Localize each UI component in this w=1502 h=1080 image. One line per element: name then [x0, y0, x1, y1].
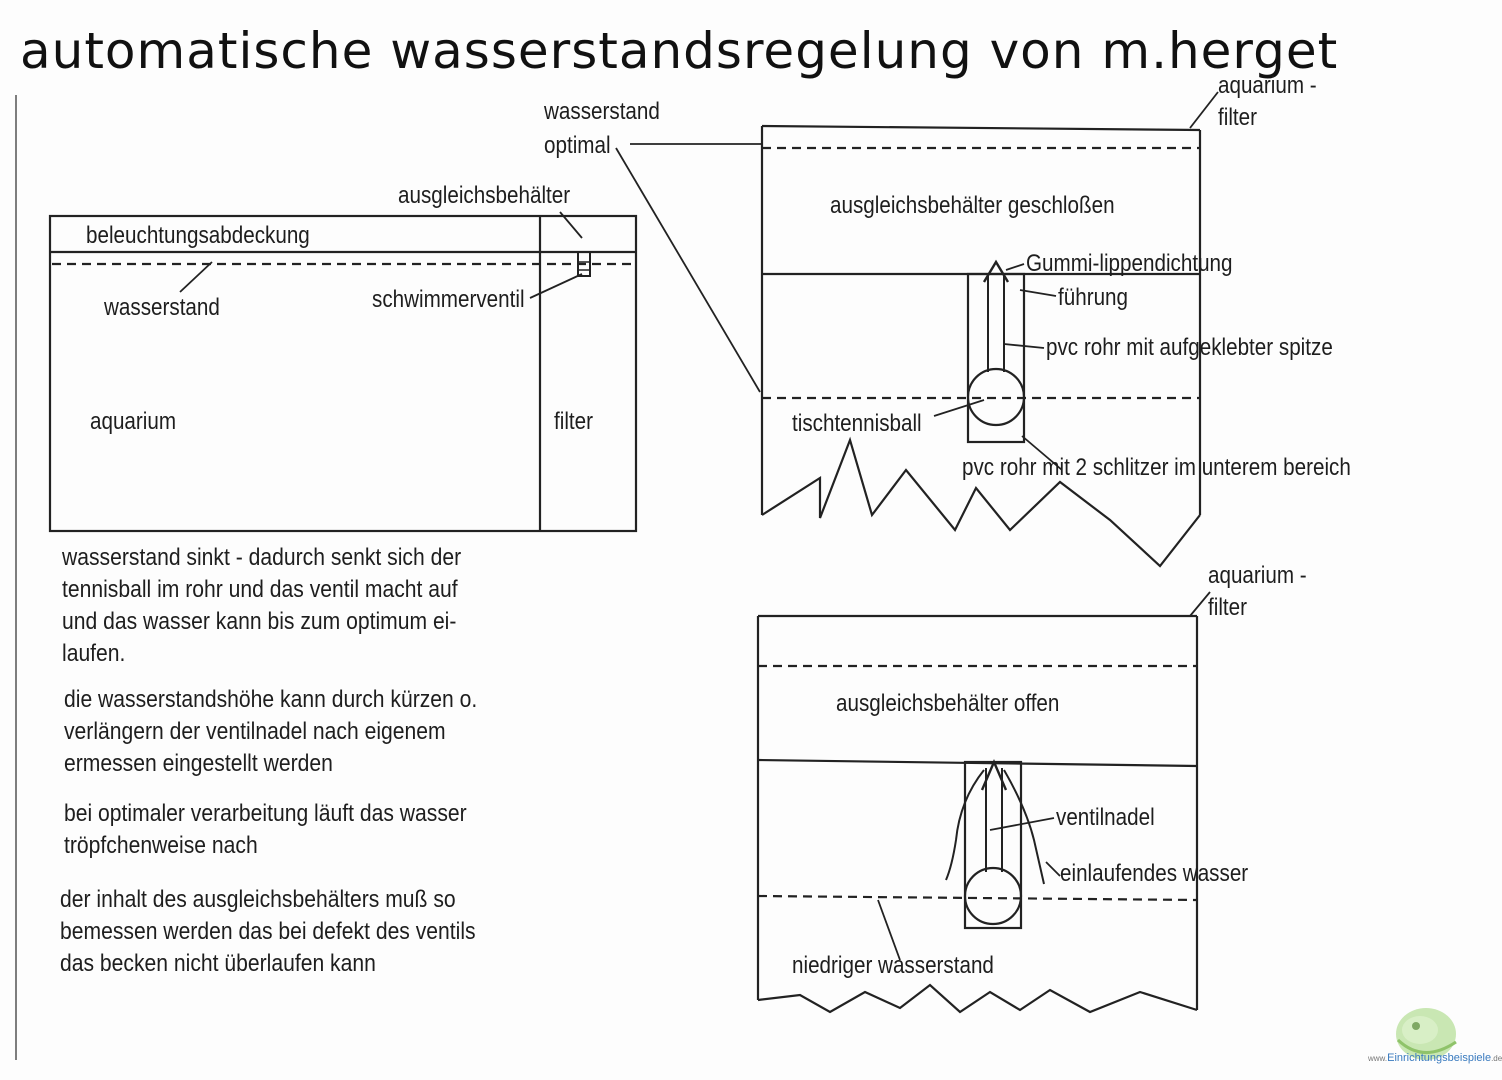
inflow-label: einlaufendes wasser	[1060, 860, 1249, 887]
top-filter-label-1: aquarium -	[1218, 72, 1317, 99]
pipe-tip-label: pvc rohr mit aufgeklebter spitze	[1046, 334, 1333, 361]
bottom-filter-label-1: aquarium -	[1208, 562, 1307, 589]
optimal-label-2: optimal	[544, 132, 611, 159]
cover-label: beleuchtungsabdeckung	[86, 222, 310, 249]
watermark-text	[1368, 1052, 1502, 1064]
bottom-filter-pointer	[1190, 592, 1210, 616]
note-paragraph: der inhalt des ausgleichsbehälters muß so bemessen werden das bei defekt des ventils das becken nicht überlaufen kann	[60, 886, 476, 977]
top-tank-top	[762, 126, 1200, 130]
optimal-pointer	[616, 148, 760, 392]
tank-label: ausgleichsbehälter	[398, 182, 571, 209]
bottom-break-line	[758, 985, 1197, 1012]
water-pointer	[180, 262, 212, 292]
needle-label: ventilnadel	[1056, 804, 1155, 831]
bottom-ping-pong-ball	[965, 868, 1021, 924]
watermark-logo-icon	[1368, 1004, 1476, 1076]
seal-label: Gummi-lippendichtung	[1026, 250, 1233, 277]
float-valve-label: schwimmerventil	[372, 286, 525, 313]
open-tank-label: ausgleichsbehälter offen	[836, 690, 1060, 717]
filter-label: filter	[554, 408, 593, 435]
watermark-suffix: .de	[1491, 1054, 1502, 1063]
note-paragraph: bei optimaler verarbeitung läuft das wasser tröpfchenweise nach	[64, 800, 467, 859]
pipe-slots-label: pvc rohr mit 2 schlitzer im unterem bereich	[962, 454, 1351, 481]
closed-tank-label: ausgleichsbehälter geschloßen	[830, 192, 1115, 219]
aquarium-label: aquarium	[90, 408, 177, 435]
low-level-label: niedriger wasserstand	[792, 952, 994, 979]
bottom-low-line	[758, 896, 1197, 900]
top-filter-label-2: filter	[1218, 104, 1257, 131]
page-title: automatische wasserstandsregelung von m.herget	[20, 22, 1339, 80]
optimal-label-1: wasserstand	[544, 98, 660, 125]
top-filter-pointer	[1190, 92, 1218, 128]
ball-label: tischtennisball	[792, 410, 922, 437]
water-level-label: wasserstand	[104, 294, 220, 321]
watermark-prefix: www.	[1368, 1054, 1388, 1063]
note-paragraph: die wasserstandshöhe kann durch kürzen o. verlängern der ventilnadel nach eigenem ermessen eingestellt werden	[64, 686, 478, 777]
guide-label: führung	[1058, 284, 1129, 311]
watermark-name: Einrichtungsbeispiele	[1387, 1052, 1492, 1064]
valve-pointer	[530, 274, 582, 298]
bottom-filter-label-2: filter	[1208, 594, 1247, 621]
note-paragraph: wasserstand sinkt - dadurch senkt sich der tennisball im rohr und das ventil macht auf und das wasser kann bis zum optimum ei- laufen.	[62, 544, 462, 667]
